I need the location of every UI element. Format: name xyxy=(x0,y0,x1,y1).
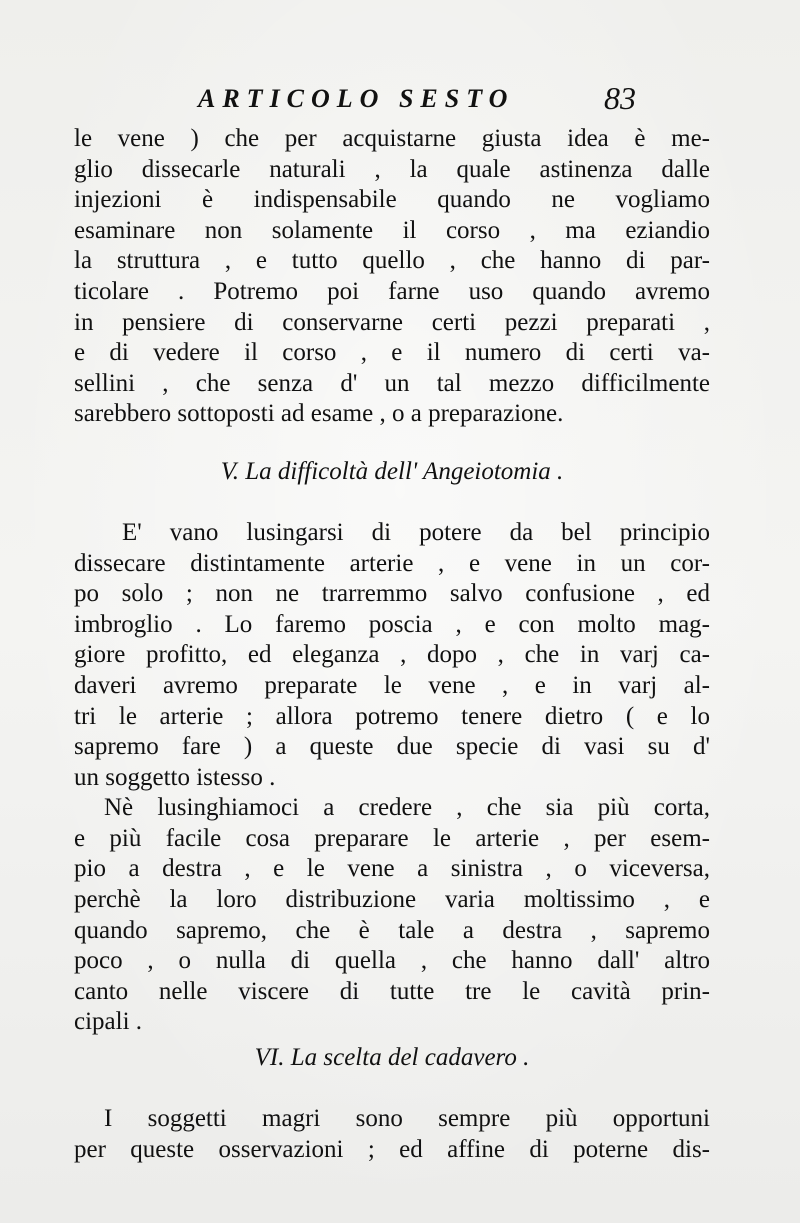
section-heading-vi: VI. La scelta del cadavero . xyxy=(254,1044,530,1072)
text-line: un soggetto istesso . xyxy=(74,763,276,791)
text-line: la struttura , e tutto quello , che hanno di par- xyxy=(74,247,710,275)
text-line: po solo ; non ne trarremmo salvo confusione , ed xyxy=(74,580,710,608)
text-line: dissecare distintamente arterie , e vene in un cor- xyxy=(74,549,710,577)
text-line: imbroglio . Lo faremo poscia , e con molto mag- xyxy=(74,610,710,638)
text-line: esaminare non solamente il corso , ma eziandio xyxy=(74,216,710,244)
text-line: pio a destra , e le vene a sinistra , o viceversa, xyxy=(74,855,710,883)
text-line: giore profitto, ed eleganza , dopo , che in varj ca- xyxy=(74,641,710,669)
text-line: poco , o nulla di quella , che hanno dall' altro xyxy=(74,947,710,975)
text-line: e più facile cosa preparare le arterie , per esem- xyxy=(74,824,710,852)
text-line: sellini , che senza d' un tal mezzo difficilmente xyxy=(74,369,710,397)
text-line: in pensiere di conservarne certi pezzi preparati , xyxy=(74,308,710,336)
text-line: sapremo fare ) a queste due specie di vasi su d' xyxy=(74,733,710,761)
text-line: per queste osservazioni ; ed affine di poterne dis- xyxy=(74,1135,710,1163)
text-line: le vene ) che per acquistarne giusta idea è me- xyxy=(74,125,710,152)
text-line: Nè lusinghiamoci a credere , che sia più corta, xyxy=(104,794,710,822)
text-line: tri le arterie ; allora potremo tenere dietro ( e lo xyxy=(74,702,710,730)
text-line: canto nelle viscere di tutte tre le cavità prin- xyxy=(74,977,710,1005)
text-line: perchè la loro distribuzione varia moltissimo , e xyxy=(74,886,710,914)
section-heading-v: V. La difficoltà dell' Angeiotomia . xyxy=(220,457,564,485)
text-line: sarebbero sottoposti ad esame , o a preparazione. xyxy=(74,400,564,428)
text-line: daveri avremo preparate le vene , e in varj al- xyxy=(74,671,710,699)
page-header xyxy=(0,80,800,124)
body-text xyxy=(74,124,710,1165)
page-number: 83 xyxy=(604,80,636,116)
text-line: ticolare . Potremo poi farne uso quando avremo xyxy=(74,277,710,305)
text-line: e di vedere il corso , e il numero di certi va- xyxy=(74,339,710,367)
text-line: glio dissecarle naturali , la quale astinenza dalle xyxy=(74,155,710,183)
text-line: I soggetti magri sono sempre più opportuni xyxy=(104,1105,710,1133)
running-head: ARTICOLO SESTO xyxy=(198,84,515,113)
text-line: cipali . xyxy=(74,1008,143,1036)
text-line: quando sapremo, che è tale a destra , sapremo xyxy=(74,916,710,944)
text-line: injezioni è indispensabile quando ne vogliamo xyxy=(74,186,710,214)
text-line: E' vano lusingarsi di potere da bel principio xyxy=(122,518,710,546)
